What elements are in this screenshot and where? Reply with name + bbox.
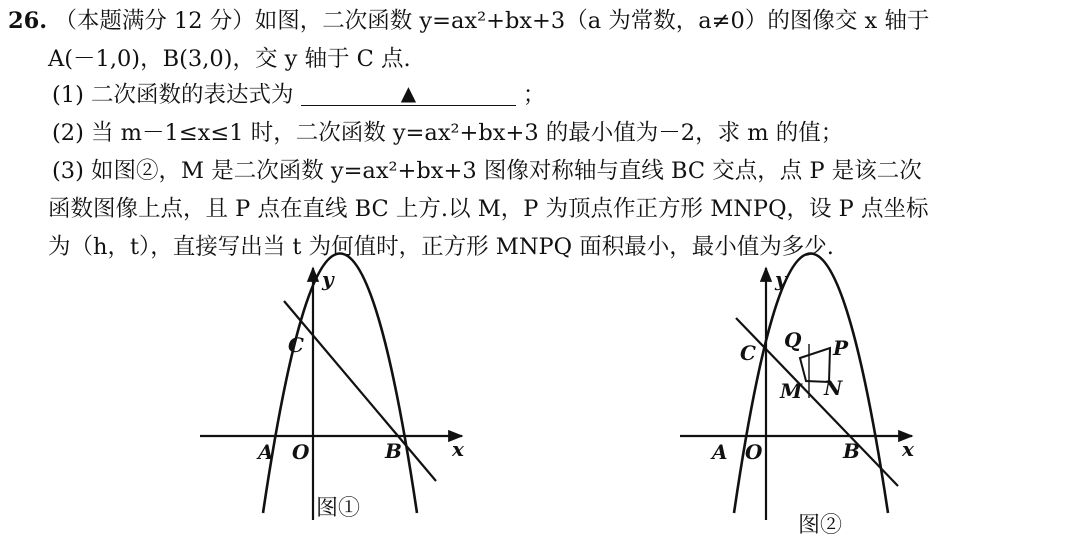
problem-line-2: A(－1,0)，B(3,0)，交 y 轴于 C 点. [48, 46, 411, 72]
part-3-line-1: (3) 如图②，M 是二次函数 y=ax²+bx+3 图像对称轴与直线 BC 交点，点 P 是该二次 [52, 158, 922, 184]
fig1-label-b: B [385, 439, 402, 463]
fig2-label-x: x [902, 437, 914, 461]
fig2-label-n: N [824, 376, 843, 400]
fig2-parabola [734, 254, 888, 514]
fig2-label-y: y [775, 267, 787, 291]
part-1-text: (1) 二次函数的表达式为 [52, 82, 294, 108]
fig1-caption: 图① [316, 496, 361, 521]
fig1-label-a: A [258, 440, 274, 464]
fig1-label-x: x [452, 437, 464, 461]
figure-2 [680, 254, 915, 539]
fig2-label-b: B [843, 439, 860, 463]
problem-text-1: （本题满分 12 分）如图，二次函数 y=ax²+bx+3（a 为常数，a≠0）的图像交 x 轴于 [54, 8, 930, 34]
fig2-label-q: Q [784, 328, 802, 352]
part-3-line-2: 函数图像上点，且 P 点在直线 BC 上方.以 M，P 为顶点作正方形 MNPQ，设 P 点坐标 [48, 196, 929, 222]
blank-triangle-mark: ▲ [400, 81, 417, 105]
figure-1 [200, 254, 465, 522]
part-3-line-3: 为（h，t），直接写出当 t 为何值时，正方形 MNPQ 面积最小，最小值为多少. [48, 234, 834, 260]
fig2-label-c: C [740, 341, 756, 365]
fig1-label-c: C [288, 333, 304, 357]
part-2-line: (2) 当 m－1≤x≤1 时，二次函数 y=ax²+bx+3 的最小值为－2，求 m 的值； [52, 120, 844, 146]
problem-number: 26. [8, 8, 48, 34]
fig2-caption: 图② [798, 513, 843, 538]
fig2-label-p: P [833, 336, 849, 360]
fig1-label-y: y [322, 267, 334, 291]
fig2-label-m: M [780, 379, 803, 403]
fig2-label-a: A [712, 440, 728, 464]
fig2-label-o: O [745, 440, 763, 464]
fig1-parabola [263, 254, 417, 514]
part-1-suffix: ； [522, 82, 546, 108]
fig1-label-o: O [292, 440, 310, 464]
